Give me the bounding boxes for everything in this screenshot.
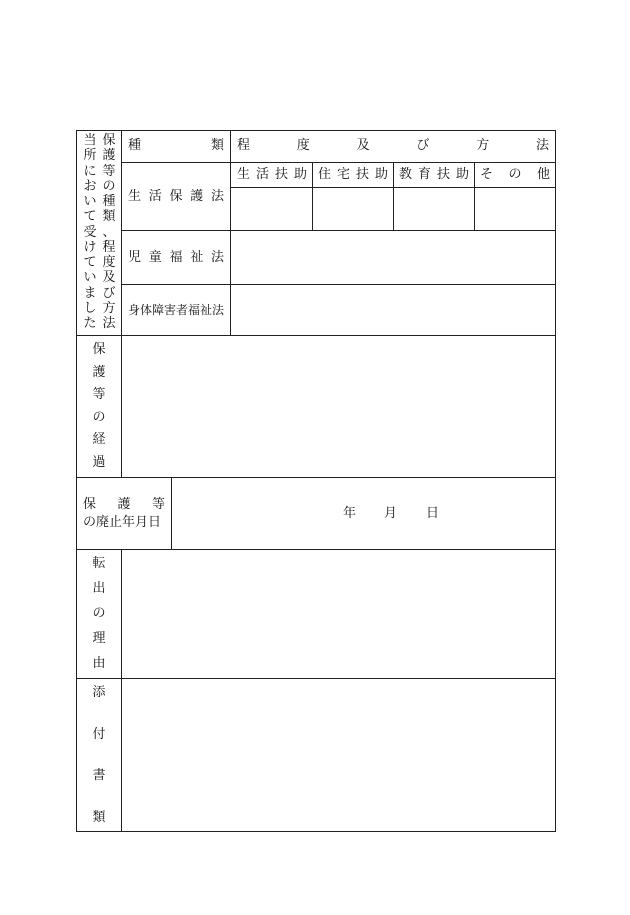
border-bottom [76,831,556,832]
divider-header-row [121,162,556,163]
date-month-label: 月 [384,506,398,521]
cell-hogo-keika[interactable] [122,336,555,477]
cell-jutaku-fujo[interactable] [313,188,393,230]
vertical-title-left: 当 所 に お い て 受 け て い ま し た [83,133,97,331]
vertical-title-right: 保 護 等 の 種 類 、 程 度 及 び 方 法 [102,133,116,331]
cell-haishi-date[interactable] [172,478,555,549]
label-shintai-shogai: 身体障害者福祉法 [128,303,225,317]
subheader-sonota: そ の 他 [480,167,550,182]
header-degree-method: 程 度 及 び 方 法 [237,138,549,153]
cell-jido-fukushi[interactable] [231,231,555,284]
header-type: 種 類 [128,138,224,153]
cell-shintai-shogai[interactable] [231,285,555,335]
cell-sonota[interactable] [475,188,555,230]
label-seikatsu-hogo: 生 活 保 護 法 [128,189,224,204]
label-tenpu-shorui: 添 付 書 類 [92,685,106,825]
divider-title-column [121,130,122,335]
border-left [76,130,77,832]
cell-seikatsu-fujo[interactable] [231,188,312,230]
label-tenshutsu-riyu: 転 出 の 理 由 [92,556,106,671]
label-haishi-line1: 保 護 等 [83,497,165,512]
label-haishi-line2: の廃止年月日 [83,515,162,530]
date-year-label: 年 [343,506,357,521]
label-hogo-keika: 保 護 等 の 経 過 [92,342,106,470]
cell-tenpu-shorui[interactable] [122,679,555,831]
subheader-kyoiku-fujo: 教 育 扶 助 [399,167,469,182]
cell-tenshutsu-riyu[interactable] [122,550,555,678]
subheader-jutaku-fujo: 住 宅 扶 助 [318,167,388,182]
border-right [555,130,556,832]
assistance-record-form [76,130,556,832]
date-day-label: 日 [426,506,440,521]
cell-kyoiku-fujo[interactable] [394,188,474,230]
border-top [76,130,556,131]
label-jido-fukushi: 児 童 福 祉 法 [128,250,224,265]
subheader-seikatsu-fujo: 生 活 扶 助 [237,167,307,182]
